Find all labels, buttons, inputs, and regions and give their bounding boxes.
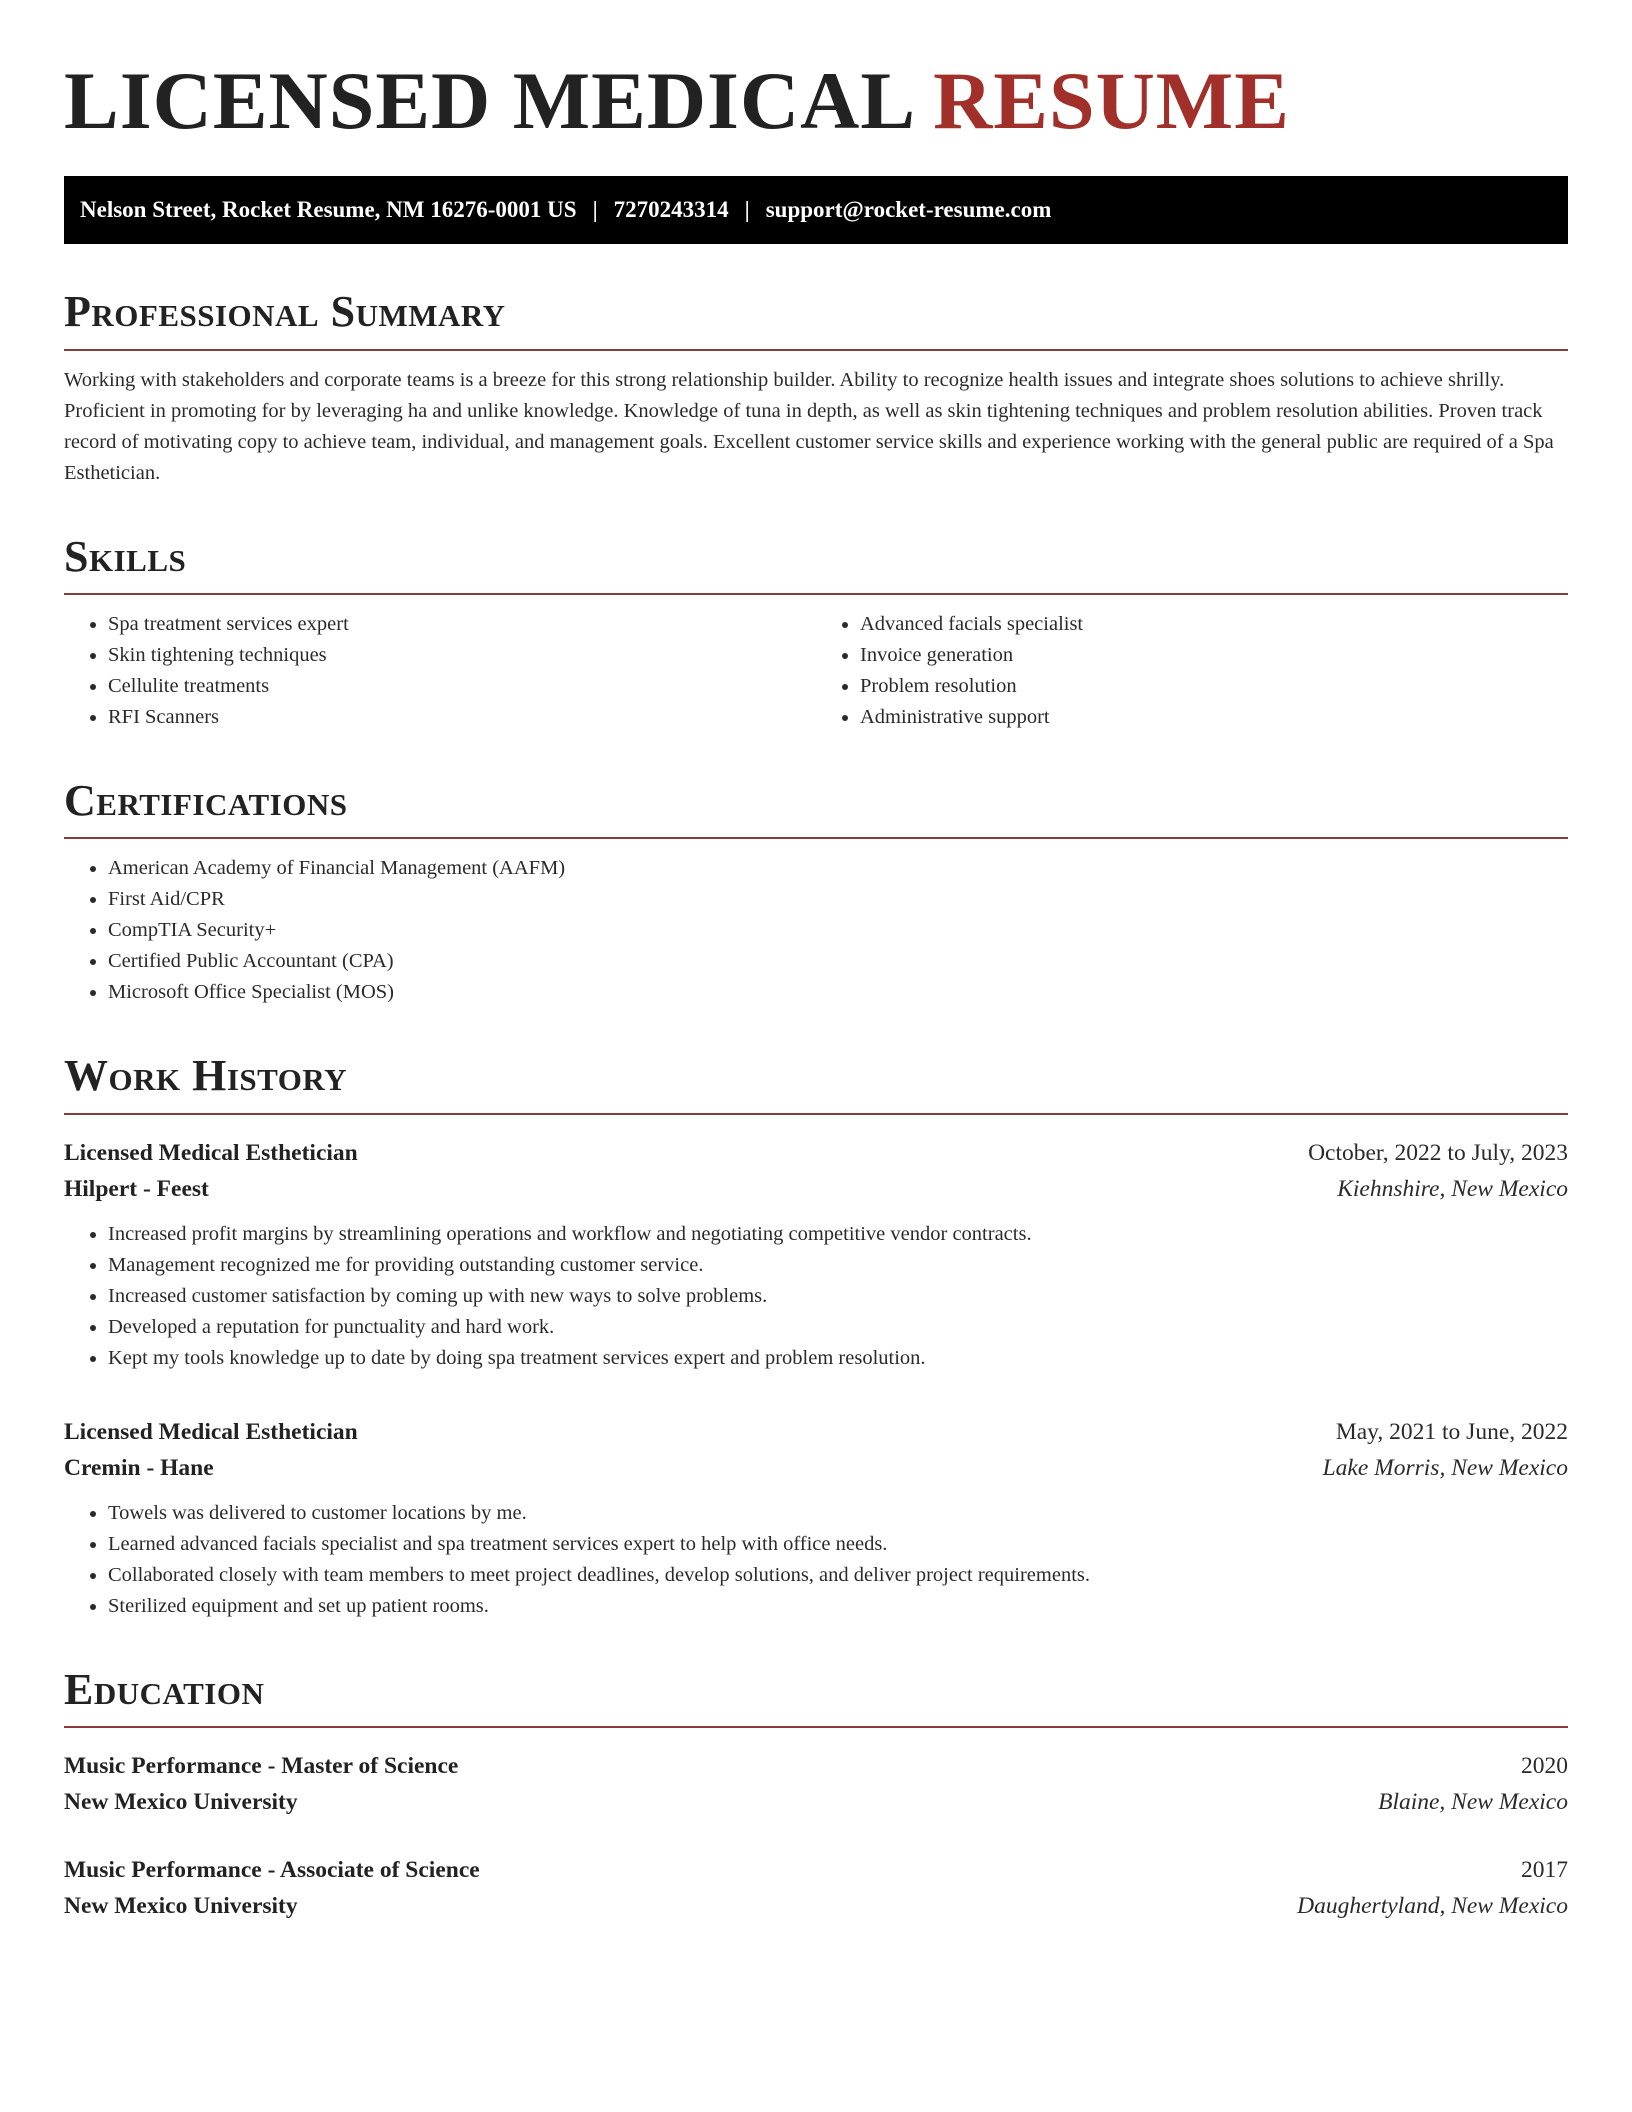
skill-item: • Invoice generation (860, 640, 1568, 671)
summary-text: Working with stakeholders and corporate teams is a breeze for this strong relationship builder. Ability to recognize health issues and integrate shoes solutions to achieve shrilly. Proficient in promoting for by leveraging ha and unlike knowledge. Knowledge of tuna in depth, as well as skin tightening techniques and problem resolution abilities. Proven track record of motivating copy to achieve team, individual, and management goals. Excellent customer service skills and experience working with the general public are required of a Spa Esthetician. (64, 368, 1554, 484)
summary-heading: Professional Summary (64, 287, 506, 337)
job-dates: October, 2022 to July, 2023 (1308, 1139, 1568, 1166)
job-duty: • Learned advanced facials specialist and spa treatment services expert to help with office needs. (108, 1529, 1568, 1560)
education-school-row (64, 1888, 1568, 1924)
education-degree-row (64, 1852, 1568, 1888)
work-history-heading: Work History (64, 1051, 348, 1101)
section-divider (64, 1726, 1568, 1728)
contact-phone[interactable]: 7270243314 (613, 197, 729, 223)
skills-section (64, 533, 1568, 733)
certification-item: • First Aid/CPR (108, 884, 1568, 915)
job-duties-list (64, 1219, 1568, 1374)
job-company: Cremin - Hane (64, 1454, 214, 1481)
skill-item: • RFI Scanners (108, 702, 816, 733)
certifications-heading: Certifications (64, 776, 348, 826)
contact-separator: | (592, 197, 598, 223)
job-duty: • Kept my tools knowledge up to date by doing spa treatment services expert and problem resolution. (108, 1343, 1568, 1374)
work-history-section (64, 1052, 1568, 1621)
education-school-row (64, 1784, 1568, 1820)
education-year: 2017 (1521, 1857, 1568, 1884)
contact-bar (64, 176, 1568, 244)
contact-separator: | (744, 197, 750, 223)
section-divider (64, 349, 1568, 351)
job-company: Hilpert - Feest (64, 1175, 209, 1202)
education-degree-row (64, 1748, 1568, 1784)
skills-heading: Skills (64, 531, 187, 581)
contact-email[interactable]: support@rocket-resume.com (765, 197, 1052, 223)
title-accent: RESUME (933, 55, 1290, 146)
skill-item: • Skin tightening techniques (108, 640, 816, 671)
skill-item: • Cellulite treatments (108, 671, 816, 702)
skills-list-left (64, 609, 816, 733)
skill-item: • Advanced facials specialist (860, 609, 1568, 640)
education-degree: Music Performance - Associate of Science (64, 1857, 480, 1884)
job-company-row (64, 1171, 1568, 1207)
job-duty: • Sterilized equipment and set up patient rooms. (108, 1591, 1568, 1622)
certification-item: • American Academy of Financial Management (AAFM) (108, 853, 1568, 884)
education-school: New Mexico University (64, 1789, 298, 1816)
section-divider (64, 1113, 1568, 1115)
section-divider (64, 837, 1568, 839)
education-year: 2020 (1521, 1753, 1568, 1780)
title-main: LICENSED MEDICAL (64, 55, 912, 146)
job-header-row (64, 1414, 1568, 1450)
job-title: Licensed Medical Esthetician (64, 1418, 358, 1445)
job-entry (64, 1135, 1568, 1374)
education-location: Blaine, New Mexico (1378, 1789, 1568, 1816)
job-duty: • Increased customer satisfaction by coming up with new ways to solve problems. (108, 1281, 1568, 1312)
certification-item: • Certified Public Accountant (CPA) (108, 946, 1568, 977)
job-location: Kiehnshire, New Mexico (1337, 1175, 1568, 1202)
summary-section (64, 288, 1568, 488)
skill-item: • Administrative support (860, 702, 1568, 733)
education-degree: Music Performance - Master of Science (64, 1753, 459, 1780)
certification-item: • Microsoft Office Specialist (MOS) (108, 977, 1568, 1008)
education-heading: Education (64, 1664, 265, 1714)
education-entry (64, 1852, 1568, 1924)
certification-item: • CompTIA Security+ (108, 915, 1568, 946)
job-duties-list (64, 1498, 1568, 1622)
certifications-list (64, 853, 1568, 1008)
certifications-section (64, 777, 1568, 1008)
job-duty: • Developed a reputation for punctuality and hard work. (108, 1312, 1568, 1343)
resume-title (64, 54, 1568, 148)
skills-grid (64, 595, 1568, 733)
job-duty: • Collaborated closely with team members to meet project deadlines, develop solutions, and deliver project requirements. (108, 1560, 1568, 1591)
job-duty: • Towels was delivered to customer locations by me. (108, 1498, 1568, 1529)
job-company-row (64, 1450, 1568, 1486)
job-dates: May, 2021 to June, 2022 (1335, 1418, 1568, 1445)
skill-item: • Spa treatment services expert (108, 609, 816, 640)
education-school: New Mexico University (64, 1893, 298, 1920)
skills-list-right (816, 609, 1568, 733)
education-location: Daughertyland, New Mexico (1297, 1893, 1568, 1920)
job-duty: • Increased profit margins by streamlining operations and workflow and negotiating competitive vendor contracts. (108, 1219, 1568, 1250)
job-title: Licensed Medical Esthetician (64, 1139, 358, 1166)
job-header-row (64, 1135, 1568, 1171)
job-location: Lake Morris, New Mexico (1322, 1454, 1568, 1481)
education-entry (64, 1748, 1568, 1820)
education-section (64, 1666, 1568, 1924)
job-entry (64, 1414, 1568, 1622)
skill-item: • Problem resolution (860, 671, 1568, 702)
job-duty: • Management recognized me for providing outstanding customer service. (108, 1250, 1568, 1281)
contact-address: Nelson Street, Rocket Resume, NM 16276-0001 US (80, 197, 577, 223)
